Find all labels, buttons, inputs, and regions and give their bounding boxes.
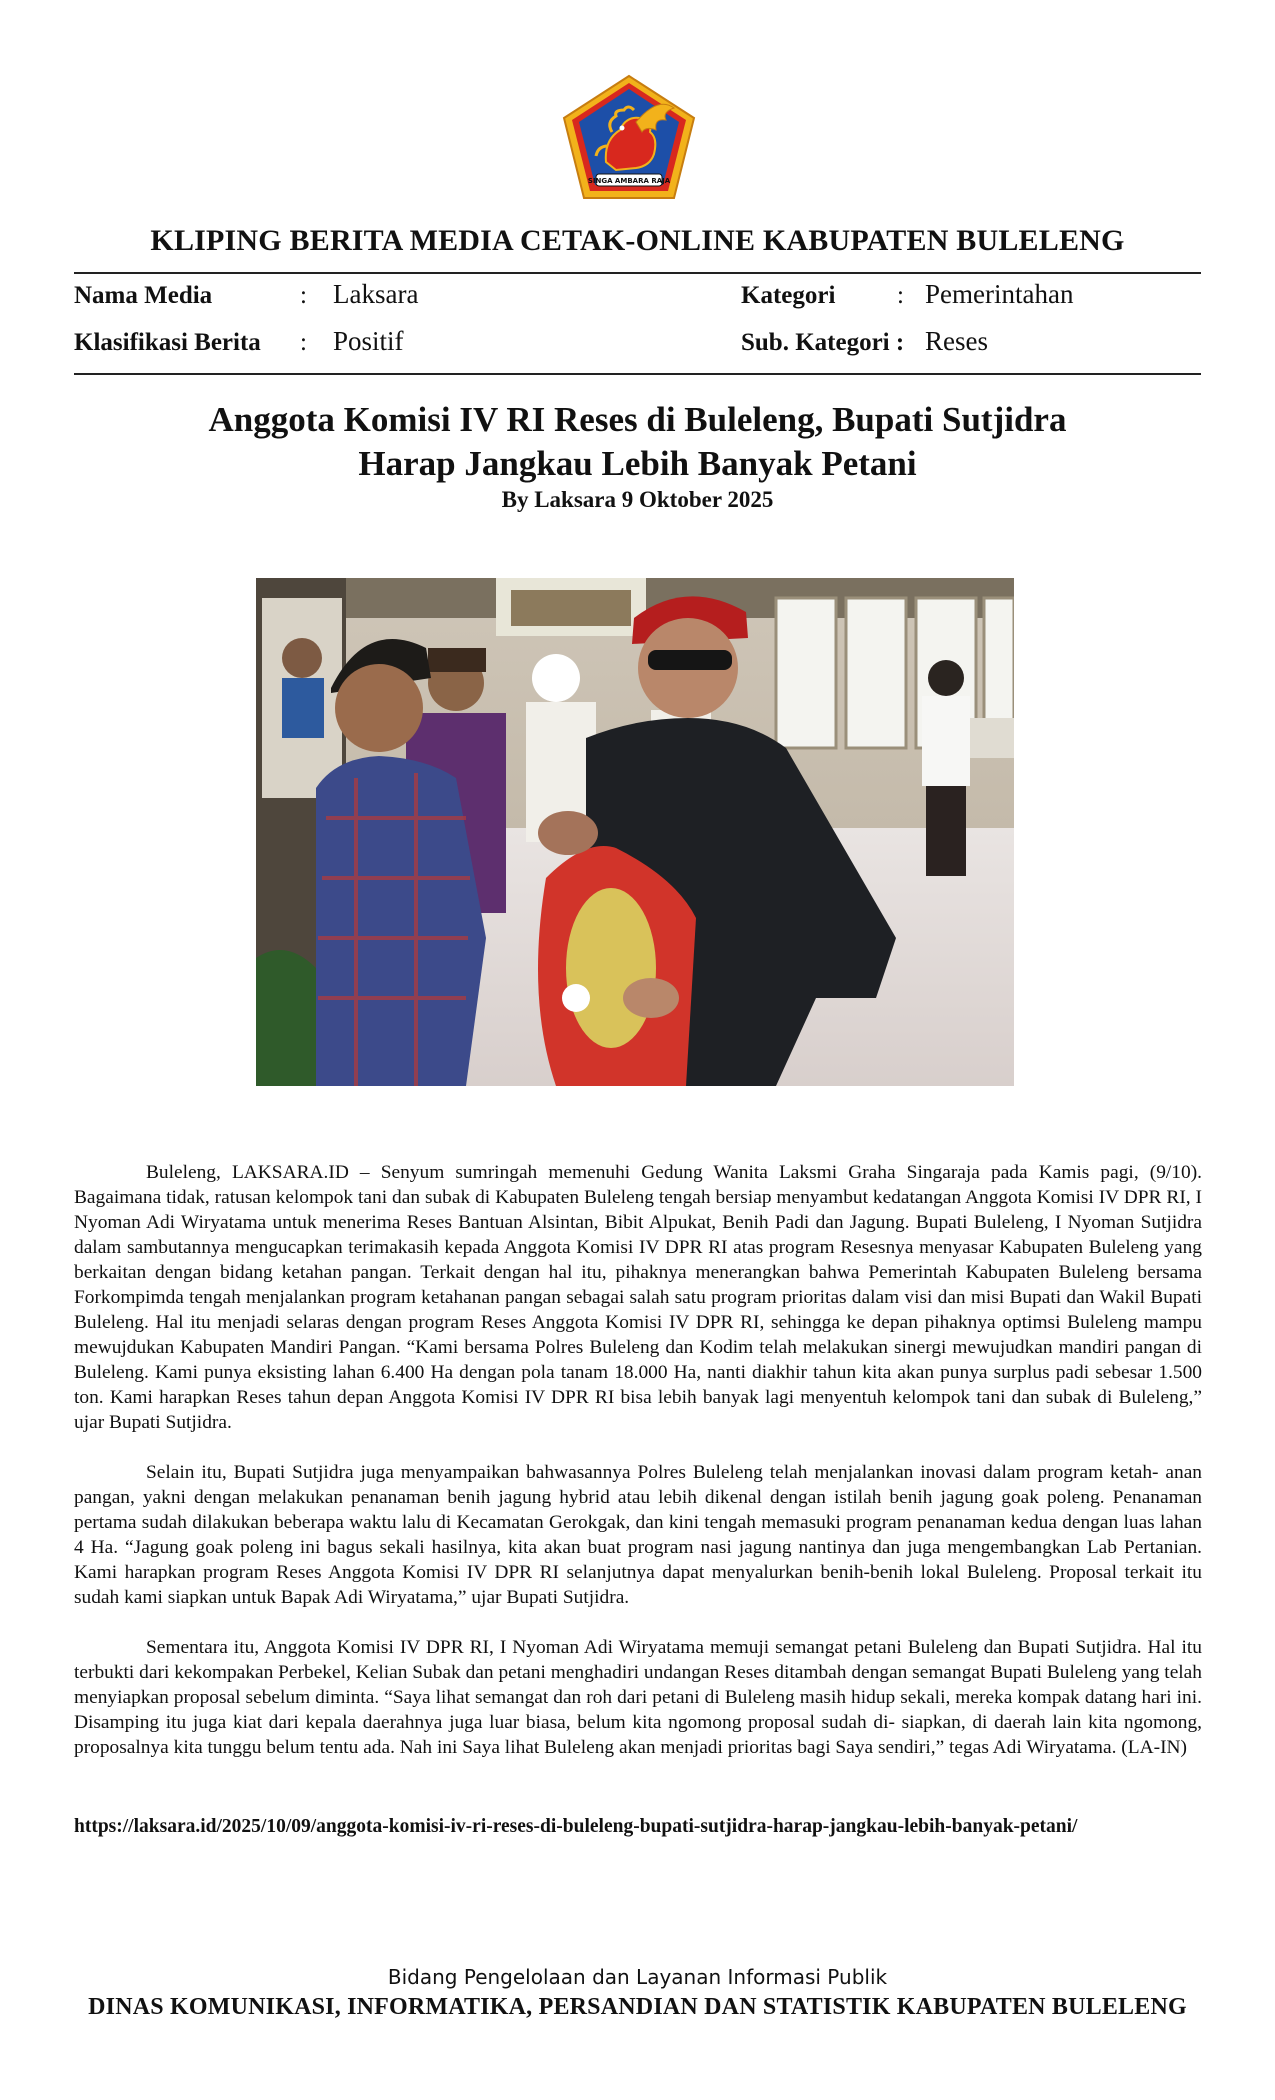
kategori-label: Kategori (741, 282, 836, 309)
article-title (100, 398, 1175, 486)
subkategori-value: Reses (925, 326, 988, 356)
kategori-colon: : (897, 282, 904, 309)
footer-subtitle: Bidang Pengelolaan dan Layanan Informasi Publik (387, 1965, 888, 1989)
media-name-label: Nama Media (74, 282, 213, 309)
regency-emblem-icon (562, 74, 696, 202)
footer-agency: DINAS KOMUNIKASI, INFORMATIKA, PERSANDIAN DAN STATISTIK KABUPATEN BULELENG (88, 1994, 1187, 2020)
article-paragraph-3: Sementara itu, Anggota Komisi IV DPR RI, I Nyoman Adi Wiryatama memuji semangat petani Buleleng dan Bupati Sutjidra. Hal itu terbukti dari kekompakan Perbekel, Kelian Subak dan petani menghadiri undangan Reses ditambah dengan semangat Bupati Buleleng yang telah menyiapkan proposal sebelum diminta. “Saya lihat semangat dan roh dari petani di Buleleng masih hidup sekali, mereka kompak datang hari ini. Disamping itu juga kiat dari kepala daerahnya juga luar biasa, belum kita ngomong proposal sudah di- siapkan, di daerah lain kita ngomong, proposalnya kita tunggu belum tentu ada. Nah ini Saya lihat Buleleng akan menjadi prioritas bagi Saya sendiri,” tegas Adi Wiryatama. (LA-IN) (74, 1637, 1202, 1758)
header-divider-bottom (74, 373, 1201, 375)
article-photo (256, 578, 1014, 1086)
article-title-line-1: Anggota Komisi IV RI Reses di Buleleng, Bupati Sutjidra (208, 400, 1067, 439)
article-paragraph-1: Buleleng, LAKSARA.ID – Senyum sumringah memenuhi Gedung Wanita Laksmi Graha Singaraja pada Kamis pagi, (9/10). Bagaimana tidak, ratusan kelompok tani dan subak di Kabupaten Buleleng tengah bersiap menyambut kedatangan Anggota Komisi IV DPR RI, I Nyoman Adi Wiryatama untuk menerima Reses Bantuan Alsintan, Bibit Alpukat, Benih Padi dan Jagung. Bupati Buleleng, I Nyoman Sutjidra dalam sambutannya mengucapkan terimakasih kepada Anggota Komisi IV DPR RI atas program Resesnya menyasar Kabupaten Buleleng yang berkaitan dengan bidang ketahan pangan. Terkait dengan hal itu, pihaknya menerangkan bahwa Pemerintah Kabupaten Buleleng bersama Forkompimda tengah menjalankan program ketahanan pangan sebagai salah satu program prioritas dalam visi dan misi Bupati dan Wakil Bupati Buleleng. Hal itu menjadi selaras dengan program Reses Anggota Komisi IV DPR RI, sehingga ke depan pihaknya optimsi Buleleng mampu mewujdukan Kabupaten Mandiri Pangan. “Kami bersama Polres Buleleng dan Kodim telah melakukan sinergi mewujudkan mandiri pangan di Buleleng. Kami punya eksisting lahan 6.400 Ha dengan pola tanam 18.000 Ha, nanti diakhir tahun kita akan punya surplus padi sebesar 1.500 ton. Kami harapkan Reses tahun depan Anggota Komisi IV DPR RI bisa lebih banyak lagi menyentuh kelompok tani dan subak di Buleleng,” ujar Bupati Sutjidra. (74, 1162, 1202, 1433)
subkategori-label: Sub. Kategori : (741, 329, 905, 356)
media-name-colon: : (300, 282, 307, 309)
kliping-header-title: KLIPING BERITA MEDIA CETAK-ONLINE KABUPATEN BULELENG (150, 224, 1125, 257)
klasifikasi-label: Klasifikasi Berita (74, 329, 261, 356)
article-paragraph-2: Selain itu, Bupati Sutjidra juga menyampaikan bahwasannya Polres Buleleng telah menjalankan inovasi dalam program ketah- anan pangan, yakni dengan melakukan penanaman benih jagung hybrid atau lebih dikenal dengan istilah benih jagung goak poleng. Penanaman pertama sudah dilakukan beberapa waktu lalu di Kecamatan Gerokgak, dan kini tengah memasuki program penanaman kedua dengan luas lahan 4 Ha. “Jagung goak poleng ini bagus sekali hasilnya, kita akan buat program nasi jagung nantinya dan juga mengembangkan Lab Pertanian. Kami harapkan program Reses Anggota Komisi IV DPR RI selanjutnya dapat menyalurkan benih-benih lokal Buleleng. Proposal terkait itu sudah kami siapkan untuk Bapak Adi Wiryatama,” ujar Bupati Sutjidra. (74, 1462, 1202, 1608)
media-name-value: Laksara (333, 279, 419, 309)
article-body (74, 1160, 1202, 1785)
logo-motto: SINGA AMBARA RAJA (587, 177, 671, 185)
klasifikasi-colon: : (300, 329, 307, 356)
klasifikasi-value: Positif (333, 326, 404, 356)
source-url-link[interactable]: https://laksara.id/2025/10/09/anggota-komisi-iv-ri-reses-di-buleleng-bupati-sutjidra-harap-jangkau-lebih-banyak-petani/ (74, 1816, 1078, 1837)
header-divider-top (74, 272, 1201, 274)
article-title-line-2: Harap Jangkau Lebih Banyak Petani (358, 444, 917, 483)
kategori-value: Pemerintahan (925, 279, 1074, 309)
article-byline: By Laksara 9 Oktober 2025 (501, 487, 774, 512)
regency-logo (562, 74, 696, 202)
